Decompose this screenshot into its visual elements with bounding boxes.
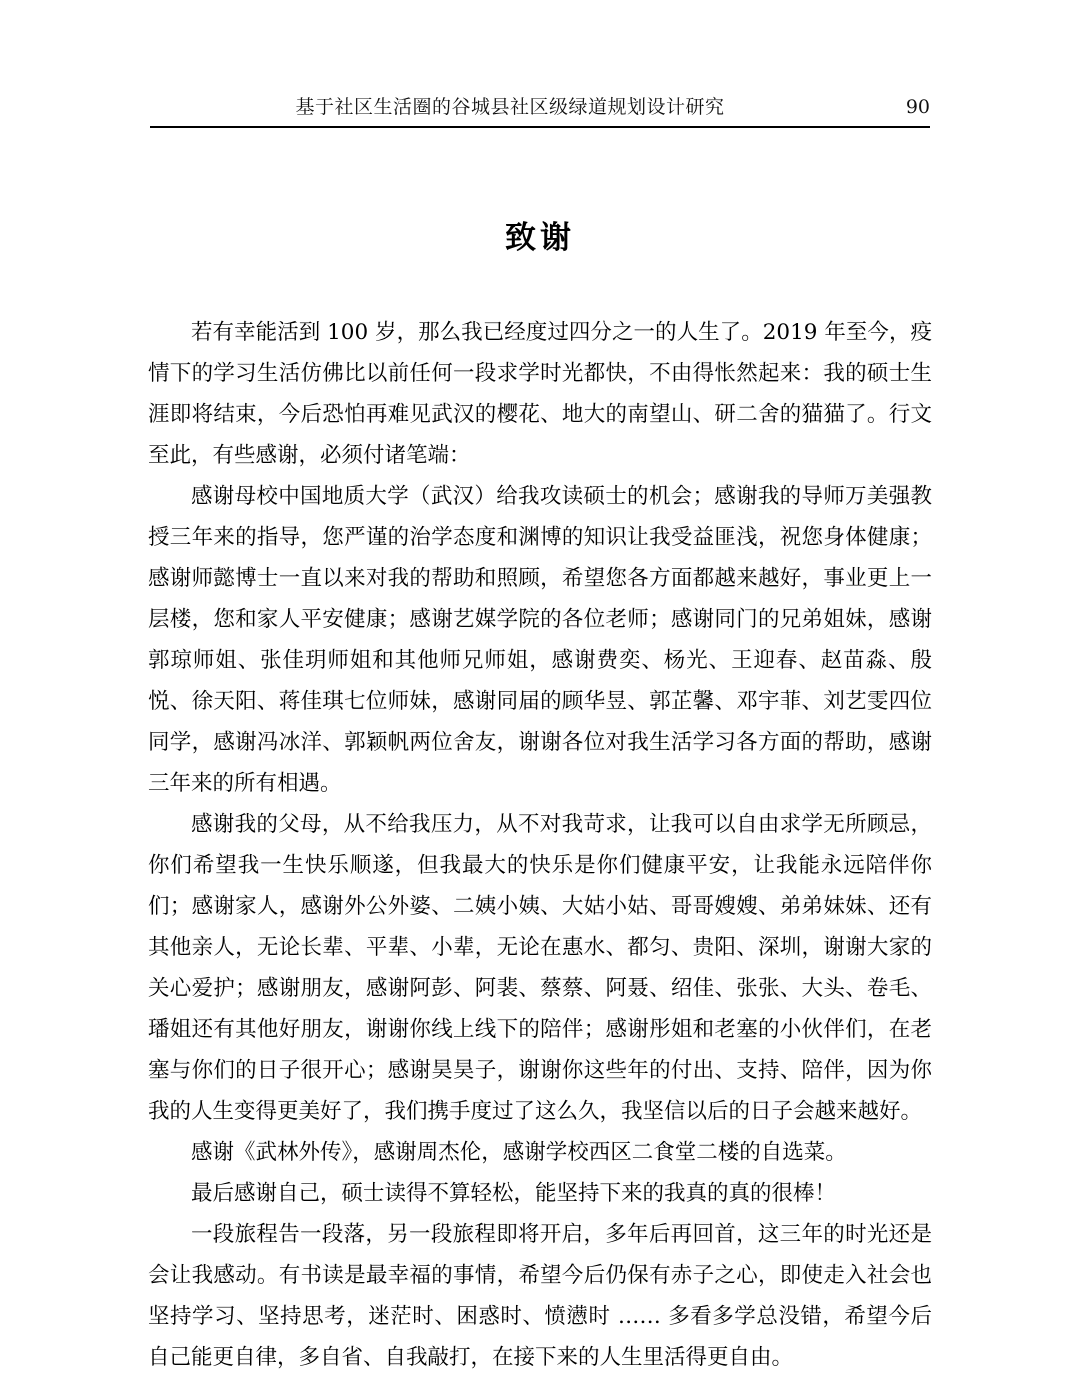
page-header [150,92,930,119]
running-title: 基于社区生活圈的谷城县社区级绿道规划设计研究 [295,96,725,118]
header-divider [150,126,930,128]
page-title: 致谢 [505,220,575,256]
paragraph: 一段旅程告一段落，另一段旅程即将开启，多年后再回首，这三年的时光还是会让我感动。有书读是最幸福的事情，希望今后仍保有赤子之心，即使走入社会也坚持学习、坚持思考，迷茫时、困惑时、愤懑时 …… 多看多学总没错，希望今后自己能更自律，多自省、自我敲打，在接下来的人生里活得更自由。 [148,1222,932,1370]
paragraph: 感谢母校中国地质大学（武汉）给我攻读硕士的机会；感谢我的导师万美强教授三年来的指导，您严谨的治学态度和渊博的知识让我受益匪浅，祝您身体健康；感谢师懿博士一直以来对我的帮助和照顾，希望您各方面都越来越好，事业更上一层楼，您和家人平安健康；感谢艺媒学院的各位老师；感谢同门的兄弟姐妹，感谢郭琼师姐、张佳玥师姐和其他师兄师姐，感谢费奕、杨光、王迎春、赵苗淼、殷悦、徐天阳、蒋佳琪七位师妹，感谢同届的顾华昱、郭芷馨、邓宇菲、刘艺雯四位同学，感谢冯冰洋、郭颖帆两位舍友，谢谢各位对我生活学习各方面的帮助，感谢三年来的所有相遇。 [148,484,932,796]
paragraph: 感谢《武林外传》，感谢周杰伦，感谢学校西区二食堂二楼的自选菜。 [191,1140,847,1165]
body-text [148,312,932,1378]
paragraph: 若有幸能活到 100 岁，那么我已经度过四分之一的人生了。2019 年至今，疫情下的学习生活仿佛比以前任何一段求学时光都快，不由得怅然起来：我的硕士生涯即将结束，今后恐怕再难见武汉的樱花、地大的南望山、研二舍的猫猫了。行文至此，有些感谢，必须付诸笔端： [148,320,932,468]
paragraph: 感谢我的父母，从不给我压力，从不对我苛求，让我可以自由求学无所顾忌，你们希望我一生快乐顺遂，但我最大的快乐是你们健康平安，让我能永远陪伴你们；感谢家人，感谢外公外婆、二姨小姨、大姑小姑、哥哥嫂嫂、弟弟妹妹、还有其他亲人，无论长辈、平辈、小辈，无论在惠水、都匀、贵阳、深圳，谢谢大家的关心爱护；感谢朋友，感谢阿彭、阿裴、蔡蔡、阿聂、绍佳、张张、大头、卷毛、璠姐还有其他好朋友，谢谢你线上线下的陪伴；感谢彤姐和老塞的小伙伴们，在老塞与你们的日子很开心；感谢昊昊子，谢谢你这些年的付出、支持、陪伴，因为你我的人生变得更美好了，我们携手度过了这么久，我坚信以后的日子会越来越好。 [148,812,932,1124]
paragraph: 最后感谢自己，硕士读得不算轻松，能坚持下来的我真的真的很棒！ [191,1181,837,1206]
page-number: 90 [905,96,930,118]
